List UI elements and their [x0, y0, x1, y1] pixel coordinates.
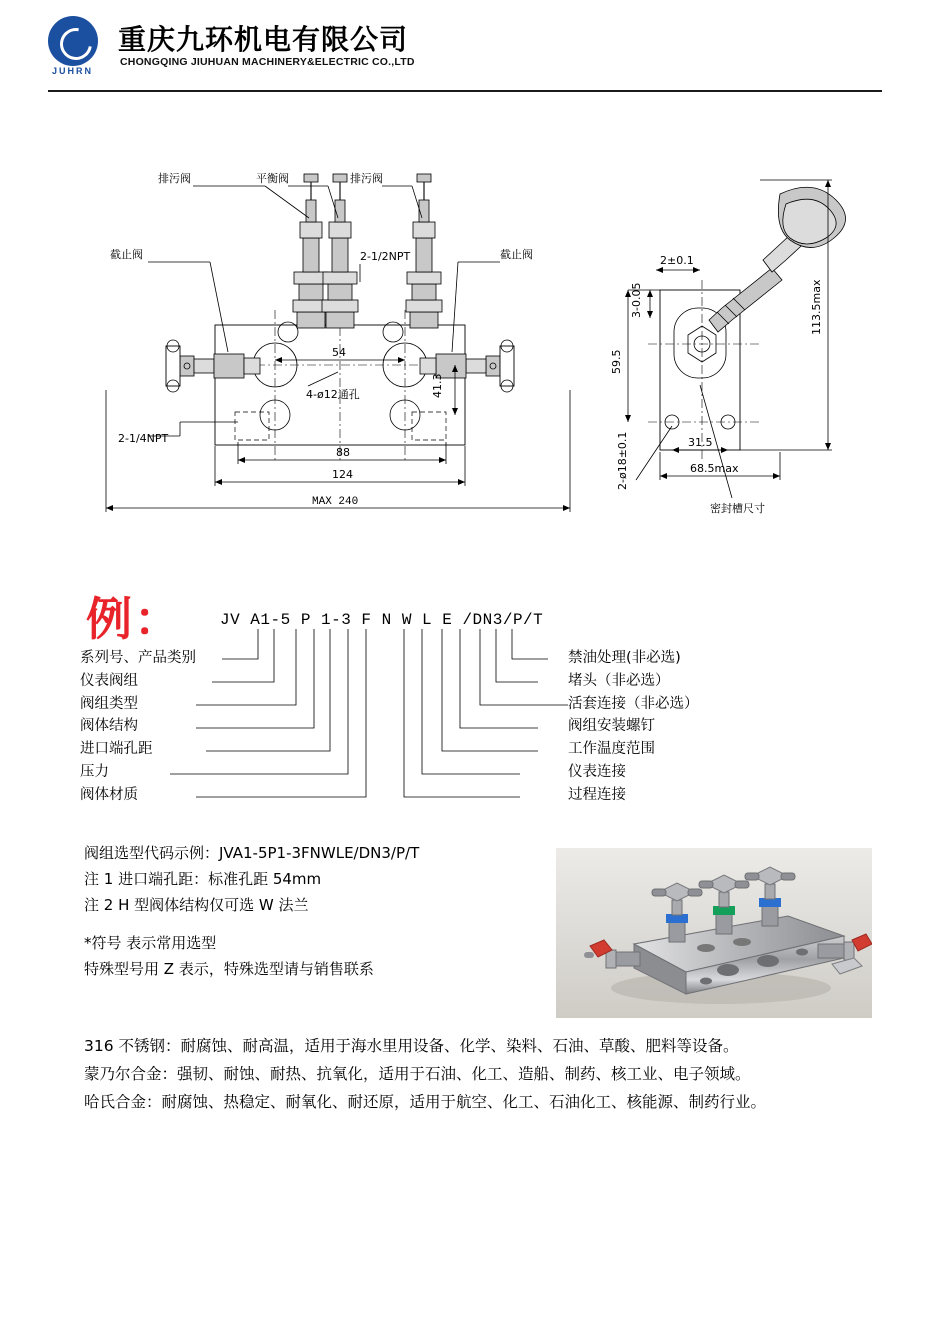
symbol-notes — [84, 930, 554, 982]
svg-text:排污阀: 排污阀 — [350, 172, 383, 185]
legend-left-item: 系列号、产品类别 — [80, 650, 196, 666]
svg-text:31.5: 31.5 — [688, 436, 713, 449]
svg-text:41.3: 41.3 — [431, 373, 444, 398]
legend-right-item: 仪表连接 — [568, 763, 626, 780]
header-divider — [48, 90, 882, 92]
material-monel: 蒙乃尔合金：强韧、耐蚀、耐热、抗氧化，适用于石油、化工、造船、制药、核工业、电子领域。 — [84, 1065, 751, 1083]
svg-text:排污阀: 排污阀 — [158, 172, 191, 185]
material-hastelloy: 哈氏合金：耐腐蚀、热稳定、耐氧化、耐还原，适用于航空、化工、石油化工、核能源、制药行业。 — [84, 1093, 767, 1111]
legend-left-item: 阀组类型 — [80, 695, 138, 712]
svg-text:密封槽尺寸: 密封槽尺寸 — [710, 502, 765, 515]
svg-text:2±0.1: 2±0.1 — [660, 254, 694, 267]
svg-text:平衡阀: 平衡阀 — [256, 172, 289, 185]
note-example-code: 阀组选型代码示例：JVA1-5P1-3FNWLE/DN3/P/T — [84, 844, 420, 862]
svg-text:68.5max: 68.5max — [690, 462, 739, 475]
material-316: 316 不锈钢：耐腐蚀、耐高温，适用于海水里用设备、化学、染料、石油、草酸、肥料等设备。 — [84, 1037, 739, 1055]
legend-right-item: 过程连接 — [568, 786, 626, 803]
logo-circle-icon — [48, 16, 98, 66]
note-symbol: *符号 表示常用选型 — [84, 934, 217, 952]
svg-text:2-1/2NPT: 2-1/2NPT — [360, 250, 411, 263]
code-legend-left — [80, 647, 280, 807]
company-logo — [48, 16, 108, 76]
logo-wordmark: JUHRN — [52, 66, 94, 76]
note-2: 注 2 H 型阀体结构仅可选 W 法兰 — [84, 896, 309, 914]
legend-left-item: 进口端孔距 — [80, 741, 153, 758]
material-descriptions — [84, 1032, 844, 1116]
svg-text:2-ø18±0.1: 2-ø18±0.1 — [616, 431, 629, 490]
legend-left-item: 压力 — [80, 763, 109, 780]
note-special: 特殊型号用 Z 表示，特殊选型请与销售联系 — [84, 960, 374, 978]
product-photo — [556, 848, 872, 1018]
svg-text:截止阀: 截止阀 — [110, 248, 143, 261]
svg-text:4-ø12通孔: 4-ø12通孔 — [306, 388, 360, 401]
svg-text:88: 88 — [336, 446, 350, 459]
technical-drawing — [60, 160, 870, 550]
selection-notes — [84, 840, 554, 918]
legend-right-item: 阀组安装螺钉 — [568, 718, 655, 735]
legend-left-item: 阀体结构 — [80, 718, 138, 735]
svg-text:3-0.05: 3-0.05 — [630, 282, 643, 318]
legend-right-item: 禁油处理(非必选) — [568, 650, 681, 666]
svg-text:113.5max: 113.5max — [810, 279, 823, 335]
svg-text:MAX 240: MAX 240 — [312, 496, 359, 508]
svg-text:59.5: 59.5 — [610, 349, 623, 374]
model-code-breakdown — [60, 575, 870, 835]
legend-left-item: 阀体材质 — [80, 786, 138, 803]
legend-left-item: 仪表阀组 — [80, 672, 138, 689]
code-legend-right — [568, 647, 858, 807]
svg-text:截止阀: 截止阀 — [500, 248, 533, 261]
page-header — [0, 0, 930, 92]
legend-right-item: 堵头（非必选） — [568, 672, 670, 689]
company-name-en: CHONGQING JIUHUAN MACHINERY&ELECTRIC CO.,LTD — [120, 56, 415, 68]
legend-right-item: 活套连接（非必选） — [568, 695, 699, 712]
svg-text:54: 54 — [332, 346, 346, 359]
note-1: 注 1 进口端孔距：标准孔距 54mm — [84, 870, 322, 888]
model-code: JV A1-5 P 1-3 F N W L E /DN3/P/T — [220, 611, 544, 629]
svg-text:124: 124 — [332, 468, 353, 481]
svg-text:2-1/4NPT: 2-1/4NPT — [118, 432, 169, 445]
legend-right-item: 工作温度范围 — [568, 741, 655, 758]
company-name-cn: 重庆九环机电有限公司 — [118, 23, 409, 56]
example-label: 例： — [86, 592, 182, 646]
